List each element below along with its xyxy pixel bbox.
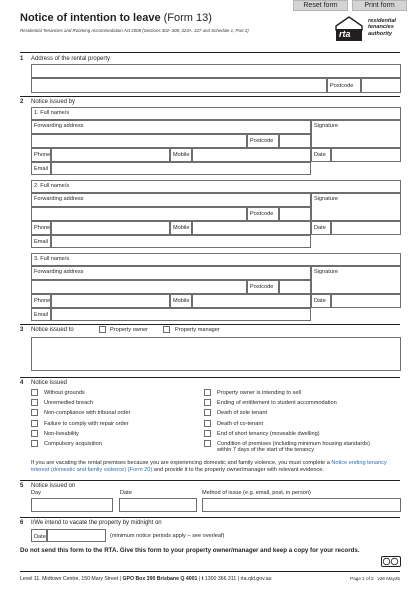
ground-right-6-checkbox[interactable] [204,440,211,447]
person-3-phone-input[interactable] [51,294,170,308]
rta-logo: rta residential tenancies authority [334,16,404,44]
property-manager-checkbox[interactable] [163,326,170,333]
property-owner-checkbox[interactable] [99,326,106,333]
ground-left-6-checkbox[interactable] [31,440,38,447]
vacate-date-label: Date [31,529,47,542]
person-1-email-input[interactable] [51,162,311,175]
person-3-forwarding-address-input[interactable]: Forwarding address [31,266,311,280]
section-5-number: 5 [20,483,24,489]
person-2-forwarding-address-input[interactable]: Forwarding address [31,193,311,207]
person-2-phone-label: Phone [31,221,51,235]
person-3-email-input[interactable] [51,308,311,321]
notice-date-label: Date [120,490,132,496]
person-3-email-label: Email [31,308,51,321]
ground-right-7-label: within 7 days of the start of the tenancy [217,447,315,453]
print-form-button[interactable]: Print form [352,0,407,11]
person-3-mobile-label: Mobile [170,294,192,308]
creative-commons-icon [381,556,401,567]
section-1-label: Address of the rental property [31,56,111,62]
page-number: Page 1 of 2 v26 May25 [350,576,400,581]
form-20-link[interactable]: Notice ending tenancy interest (domestic and family violence) (Form 20) [31,460,387,474]
ground-right-4-label: Death of co-tenant [217,420,264,427]
person-3-postcode-input[interactable] [279,280,311,294]
ground-right-2-label: Ending of entitlement to student accommodation [217,400,337,407]
person-2-mobile-input[interactable] [192,221,311,235]
ground-right-1-checkbox[interactable] [204,389,211,396]
postcode-label: Postcode [327,78,361,93]
person-1-postcode-label: Postcode [247,134,279,148]
person-2-email-label: Email [31,235,51,248]
page-title: Notice of intention to leave (Form 13) [20,12,212,24]
person-3-mobile-input[interactable] [192,294,311,308]
domestic-violence-note: If you are vacating the rental premises because you are experiencing domestic and family violence, you must complete a Notice ending tenancy interest (domestic and family violence) (Form 20) and provide it to the property owner/manager with relevant evidence. [31,460,387,474]
legislation-reference: Residential Tenancies and Rooming Accommodation Act 2008 (Sections 302–308, 324A, 327 and Schedule 1, Part 2) [20,28,249,33]
method-of-issue-label: Method of issue (e.g. email, post, in person) [202,490,311,496]
ground-left-3-checkbox[interactable] [31,409,38,416]
ground-left-1-checkbox[interactable] [31,389,38,396]
person-3-phone-label: Phone [31,294,51,308]
section-4-label: Notice issued [31,380,68,386]
person-2-postcode-label: Postcode [247,207,279,221]
ground-right-2-checkbox[interactable] [204,399,211,406]
section-3-label: Notice issued to [31,327,74,333]
person-1-phone-label: Phone [31,148,51,162]
ground-right-3-checkbox[interactable] [204,409,211,416]
person-2-email-input[interactable] [51,235,311,248]
section-2-label: Notice issued by [31,99,76,105]
person-1-forwarding-address-line-2[interactable] [31,134,247,148]
person-3-full-name-input[interactable]: 3. Full name/s [31,253,401,266]
do-not-send-warning: Do not send this form to the RTA. Give this form to your property owner/manager and keep a copy for your records. [20,547,360,554]
person-1-date-label: Date [311,148,331,162]
ground-right-4-checkbox[interactable] [204,420,211,427]
ground-left-2-checkbox[interactable] [31,399,38,406]
person-2-forwarding-address-line-2[interactable] [31,207,247,221]
address-line-1-input[interactable] [31,64,401,78]
person-1-postcode-input[interactable] [279,134,311,148]
section-1-number: 1 [20,56,24,62]
section-6-label: I/We intend to vacate the property by midnight on [31,520,162,526]
section-6-number: 6 [20,520,24,526]
person-2-phone-input[interactable] [51,221,170,235]
person-2-date-label: Date [311,221,331,235]
property-manager-label: Property manager [175,327,220,333]
method-of-issue-input[interactable] [202,498,401,512]
person-3-postcode-label: Postcode [247,280,279,294]
notice-date-input[interactable] [119,498,197,512]
person-2-postcode-input[interactable] [279,207,311,221]
person-1-forwarding-address-input[interactable]: Forwarding address [31,120,311,134]
ground-left-6-label: Compulsory acquisition [44,441,102,447]
ground-left-2-label: Unremedied breach [44,400,94,407]
notice-day-input[interactable] [31,498,113,512]
person-1-full-name-input[interactable]: 1. Full name/s [31,107,401,120]
section-3-number: 3 [20,327,24,333]
person-1-signature-field[interactable]: Signature [311,120,401,148]
person-1-phone-input[interactable] [51,148,170,162]
ground-left-5-label: Non-liveability [44,430,79,437]
address-line-2-input[interactable] [31,78,327,93]
minimum-notice-hint: (minimum notice periods apply – see overleaf) [110,533,225,539]
section-2-number: 2 [20,99,24,105]
person-3-date-label: Date [311,294,331,308]
ground-right-6-label: Condition of premises (including minimum housing standards) [217,441,370,447]
ground-right-3-label: Death of sole tenant [217,410,268,417]
person-1-email-label: Email [31,162,51,175]
person-3-forwarding-address-line-2[interactable] [31,280,247,294]
person-3-date-input[interactable] [331,294,401,308]
reset-form-button[interactable]: Reset form [293,0,348,11]
person-1-mobile-label: Mobile [170,148,192,162]
ground-right-5-checkbox[interactable] [204,430,211,437]
notice-issued-to-input[interactable] [31,337,401,371]
person-1-date-input[interactable] [331,148,401,162]
person-1-mobile-input[interactable] [192,148,311,162]
section-5-label: Notice issued on [31,483,76,489]
ground-right-1-label: Property owner is intending to sell [217,390,301,396]
postcode-input[interactable] [361,78,401,93]
ground-left-1-label: Without grounds [44,390,85,396]
property-owner-label: Property owner [110,327,148,333]
person-2-date-input[interactable] [331,221,401,235]
vacate-date-input[interactable] [47,529,106,542]
notice-day-label: Day [31,490,41,496]
person-3-signature-field[interactable]: Signature [311,266,401,294]
person-2-full-name-input[interactable]: 2. Full name/s [31,180,401,193]
rta-contact-footer: Level 11, Midtown Centre, 150 Mary Street | GPO Box 390 Brisbane Q 4001 | t 1300 366 311 | rta.qld.gov.au [20,576,272,582]
ground-right-5-label: End of short tenancy (moveable dwelling) [217,430,320,437]
ground-left-4-checkbox[interactable] [31,420,38,427]
ground-left-5-checkbox[interactable] [31,430,38,437]
person-2-mobile-label: Mobile [170,221,192,235]
ground-left-3-label: Non-compliance with tribunal order [44,410,131,417]
person-2-signature-field[interactable]: Signature [311,193,401,221]
ground-left-4-label: Failure to comply with repair order [44,420,129,427]
section-4-number: 4 [20,380,24,386]
